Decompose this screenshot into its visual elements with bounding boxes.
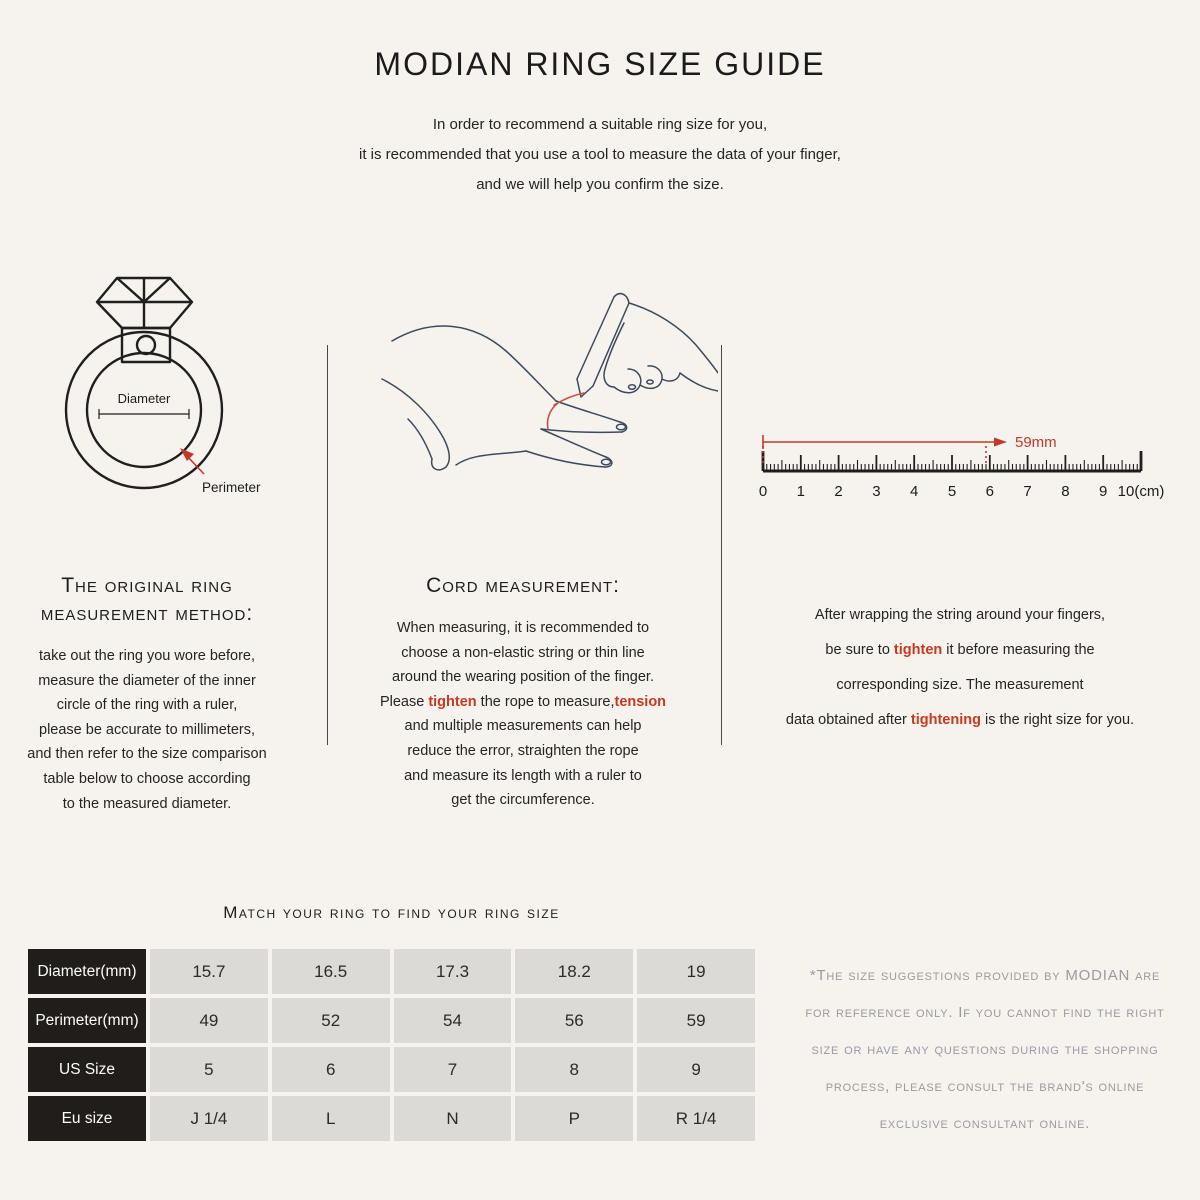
ruler-number: 4 (910, 483, 919, 500)
ruler-number: 9 (1099, 483, 1108, 500)
table-row-label: Perimeter(mm) (28, 998, 146, 1043)
diameter-label: Diameter (117, 391, 171, 406)
table-size-cell: 17.3 (394, 949, 512, 994)
ruler-number: 2 (834, 483, 843, 500)
ruler-numbers (759, 483, 1165, 500)
table-row-label: Eu size (28, 1096, 146, 1141)
disclaimer-note: *The size suggestions provided by MODIAN are for reference only. If you cannot find the right size or have any questions during the shopping process, please consult the brand's online exclusive consultant online. (805, 967, 1165, 1132)
table-size-cell: 9 (637, 1047, 755, 1092)
table-row-label: US Size (28, 1047, 146, 1092)
table-size-cell: L (272, 1096, 390, 1141)
table-size-cell: N (394, 1096, 512, 1141)
ruler-number: 8 (1061, 483, 1070, 500)
match-heading: Match your ring to find your ring size (223, 903, 560, 922)
section-left-heading: The original ring measurement method: (40, 574, 254, 625)
table-size-cell: 59 (637, 998, 755, 1043)
hands-illustration (378, 283, 718, 523)
left-hand-sketch (382, 326, 627, 470)
ruler-number: 7 (1023, 483, 1032, 500)
ring-illustration (52, 262, 287, 507)
table-size-cell: 52 (272, 998, 390, 1043)
table-size-cell: 7 (394, 1047, 512, 1092)
ruler-illustration (745, 402, 1185, 507)
table-size-cell: R 1/4 (637, 1096, 755, 1141)
table-size-cell: 18.2 (515, 949, 633, 994)
section-right-body: After wrapping the string around your fingers, be sure to tighten it before measuring the corresponding size. The measurement data obtained after tightening is the right size for you. (785, 607, 1135, 728)
right-hand-sketch (604, 303, 718, 393)
section-cord-measurement (363, 572, 683, 813)
ruler-number: 6 (985, 483, 994, 500)
section-left-body: take out the ring you wore before, measure the diameter of the inner circle of the ring with a ruler, please be accurate to millimeters, and then refer to the size comparison table below to choose according to the measured diameter. (27, 648, 267, 812)
intro-text: In order to recommend a suitable ring size for you, it is recommended that you use a tool to measure the data of your finger, and we will help you confirm the size. (359, 116, 841, 193)
table-size-cell: 15.7 (150, 949, 268, 994)
ruler-number: 10(cm) (1117, 483, 1165, 500)
table-size-cell: 54 (394, 998, 512, 1043)
ring-band (66, 332, 222, 488)
table-size-cell: J 1/4 (150, 1096, 268, 1141)
measure-label: 59mm (1015, 434, 1057, 451)
diamond-icon (97, 278, 192, 362)
size-table (28, 949, 755, 1141)
table-size-cell: 56 (515, 998, 633, 1043)
table-size-cell: 49 (150, 998, 268, 1043)
section-original-ring-method (7, 572, 287, 816)
perimeter-label: Perimeter (202, 480, 261, 495)
ruler-number: 1 (796, 483, 805, 500)
section-middle-heading: Cord measurement: (426, 574, 620, 597)
table-size-cell: 16.5 (272, 949, 390, 994)
section-after-wrapping (750, 598, 1170, 738)
column-divider-left (327, 345, 328, 745)
ruler-ticks (763, 451, 1141, 471)
pen-icon (577, 294, 629, 397)
table-size-cell: 6 (272, 1047, 390, 1092)
table-size-cell: 19 (637, 949, 755, 994)
section-middle-body: When measuring, it is recommended to choose a non-elastic string or thin line around the wearing position of the finger. Please tighten the rope to measure,tension and multiple measurements can help reduce the error, straighten the rope and measure its length with a ruler to get the circumference. (379, 620, 667, 809)
table-size-cell: 8 (515, 1047, 633, 1092)
table-size-cell: P (515, 1096, 633, 1141)
diameter-line (99, 409, 189, 419)
ruler-number: 3 (872, 483, 881, 500)
column-divider-right (721, 345, 722, 745)
page-title: MODIAN RING SIZE GUIDE (374, 46, 826, 82)
table-size-cell: 5 (150, 1047, 268, 1092)
table-row-label: Diameter(mm) (28, 949, 146, 994)
ruler-number: 0 (758, 483, 768, 500)
ruler-number: 5 (947, 483, 957, 500)
